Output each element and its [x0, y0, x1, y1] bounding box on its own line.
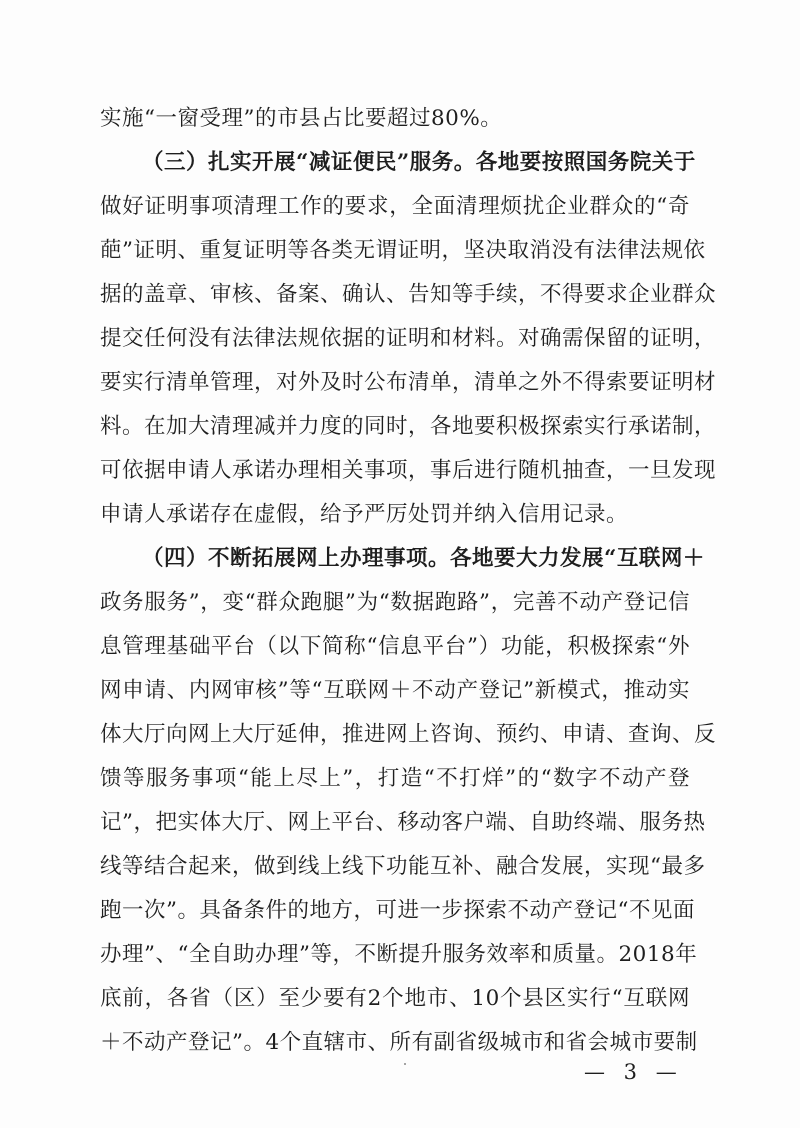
text-line: 可依据申请人承诺办理相关事项，事后进行随机抽查，一旦发现 [100, 458, 717, 483]
section-three-number: （三） [142, 150, 209, 175]
text-line: 葩”证明、重复证明等各类无谓证明，坚决取消没有法律法规依 [100, 238, 706, 263]
text-line: 申请人承诺存在虚假，给予严厉处罚并纳入信用记录。 [100, 502, 629, 527]
text-line: 办理”、“全自助办理”等，不断提升服务效率和质量。2018年 [100, 942, 698, 967]
text-line: 做好证明事项清理工作的要求，全面清理烦扰企业群众的“奇 [100, 194, 690, 219]
text-line: 政务服务”，变“群众跑腿”为“数据跑路”，完善不动产登记信 [100, 590, 690, 615]
text-line: 馈等服务事项“能上尽上”，打造“不打烊”的“数字不动产登 [100, 766, 690, 791]
text-line: 提交任何没有法律法规依据的证明和材料。对确需保留的证明， [100, 326, 717, 351]
text-line: 要实行清单管理，对外及时公布清单，清单之外不得索要证明材 [100, 370, 717, 395]
section-four-text: 不断拓展网上办理事项。各地要大力发展“互联网＋ [208, 546, 705, 571]
text-line: 息管理基础平台（以下简称“信息平台”）功能，积极探索“外 [100, 634, 690, 659]
section-four-number: （四） [142, 546, 209, 571]
section-three-text: 扎实开展“减证便民”服务。各地要按照国务院关于 [208, 150, 696, 175]
text-line: ＋不动产登记”。4个直辖市、所有副省级城市和省会城市要制 [100, 1030, 698, 1055]
text-line: 线等结合起来，做到线上线下功能互补、融合发展，实现“最多 [100, 854, 706, 879]
text-line: 底前，各省（区）至少要有2个地市、10个县区实行“互联网 [100, 986, 690, 1011]
scan-speck [404, 1063, 406, 1065]
text-line: 据的盖章、审核、备案、确认、告知等手续，不得要求企业群众 [100, 282, 717, 307]
text-line: 料。在加大清理减并力度的同时，各地要积极探索实行承诺制， [100, 414, 717, 439]
text-line: 体大厅向网上大厅延伸，推进网上咨询、预约、申请、查询、反 [100, 722, 717, 747]
text-line: 实施“一窗受理”的市县占比要超过80%。 [100, 106, 503, 131]
text-line: 跑一次”。具备条件的地方，可进一步探索不动产登记“不见面 [100, 898, 695, 923]
section-three-line [142, 146, 696, 180]
page-number: — 3 — [584, 1060, 683, 1084]
text-line: 记”，把实体大厅、网上平台、移动客户端、自助终端、服务热 [100, 810, 706, 835]
section-four-line [142, 542, 705, 576]
text-line: 网申请、内网审核”等“互联网＋不动产登记”新模式，推动实 [100, 678, 690, 703]
